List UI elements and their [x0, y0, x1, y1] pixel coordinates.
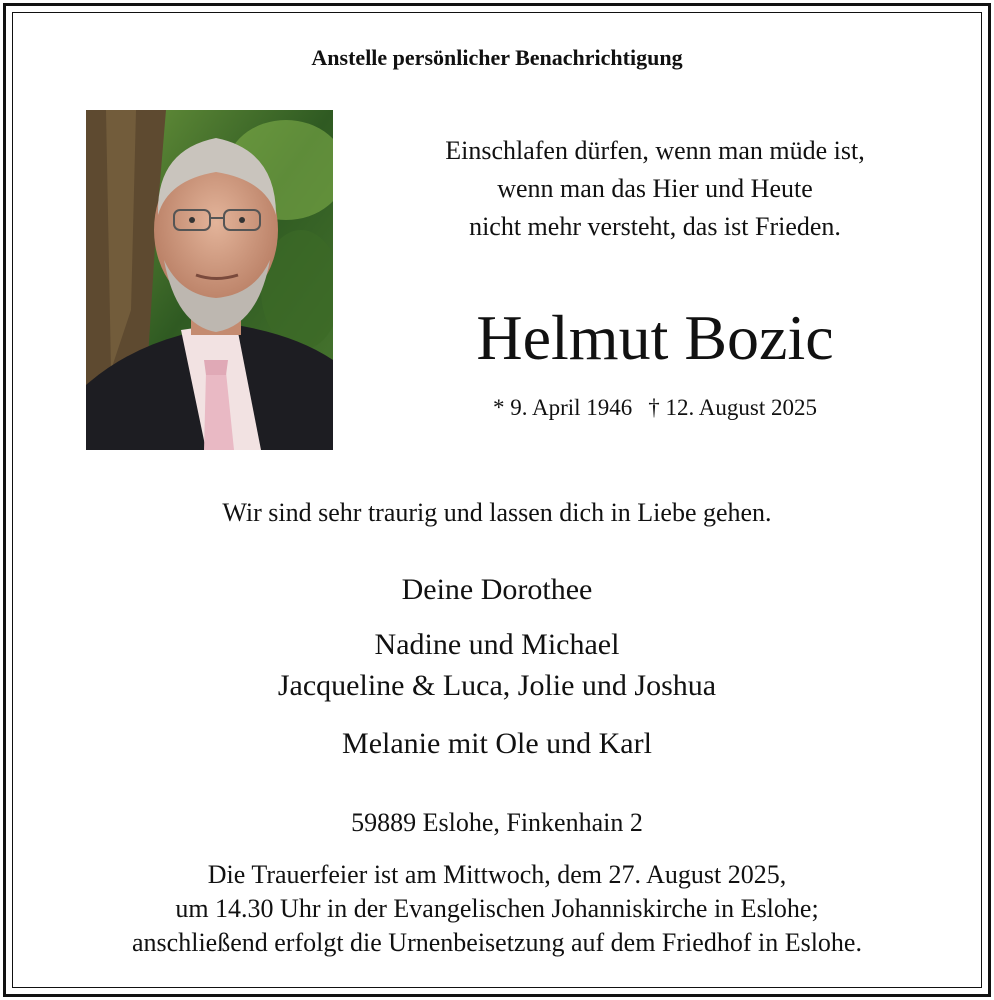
birth-date: * 9. April 1946: [493, 395, 633, 420]
service-line: anschließend erfolgt die Urnenbeisetzung auf dem Friedhof in Eslohe.: [132, 928, 862, 957]
service-line: um 14.30 Uhr in der Evangelischen Johanniskirche in Eslohe;: [175, 894, 819, 923]
notice-header: Anstelle persönlicher Benachrichtigung: [311, 45, 683, 70]
life-dates: [370, 395, 940, 421]
quote: [370, 132, 940, 246]
family-line: Nadine und Michael: [374, 628, 620, 661]
quote-line: nicht mehr versteht, das ist Frieden.: [469, 212, 841, 241]
address: 59889 Eslohe, Finkenhain 2: [351, 808, 643, 837]
quote-line: wenn man das Hier und Heute: [497, 174, 813, 203]
farewell-sentence: Wir sind sehr traurig und lassen dich in Liebe gehen.: [222, 498, 772, 527]
portrait-photo: [86, 110, 333, 450]
service-line: Die Trauerfeier ist am Mittwoch, dem 27. August 2025,: [207, 860, 787, 889]
death-date: † 12. August 2025: [648, 395, 817, 420]
quote-line: Einschlafen dürfen, wenn man müde ist,: [445, 136, 865, 165]
deceased-name: Helmut Bozic: [476, 302, 834, 373]
service-info: [0, 858, 994, 960]
family-line: Jacqueline & Luca, Jolie und Joshua: [277, 669, 717, 702]
family-line: Deine Dorothee: [401, 573, 593, 606]
family-line: Melanie mit Ole und Karl: [342, 727, 652, 760]
